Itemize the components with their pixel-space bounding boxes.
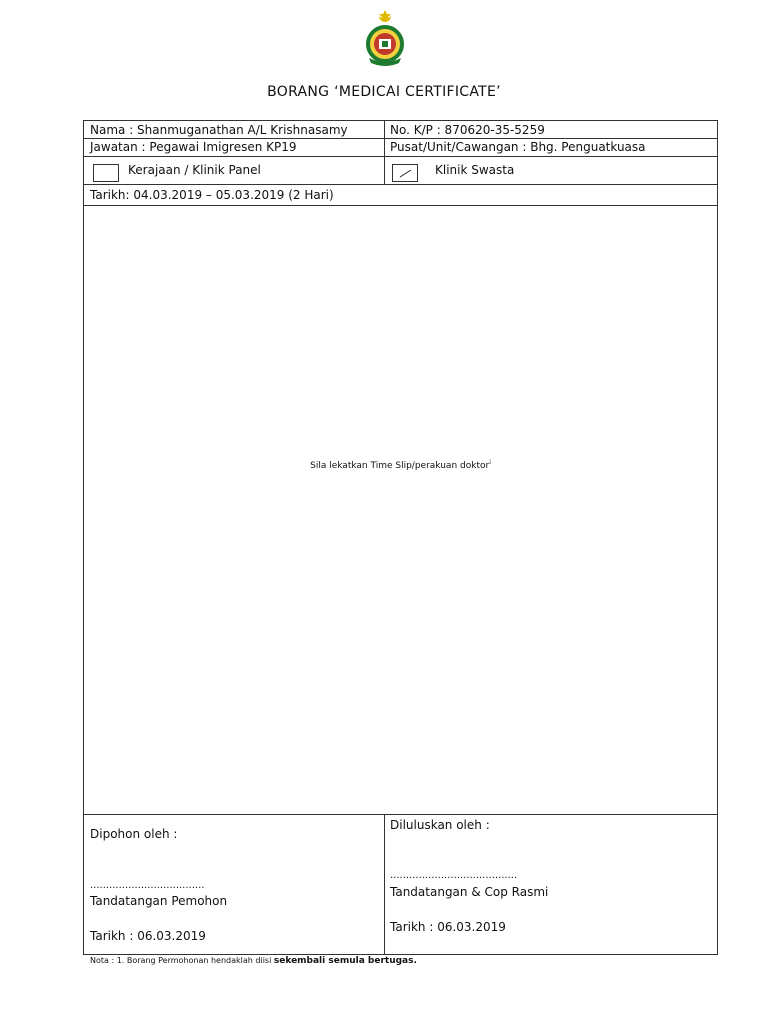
footnote [90, 956, 417, 966]
government-clinic-label: Kerajaan / Klinik Panel [128, 163, 261, 177]
page-title: BORANG ‘MEDICAI CERTIFICATE’ [267, 84, 501, 100]
tarikh-field: Tarikh: 04.03.2019 – 05.03.2019 (2 Hari) [90, 188, 334, 202]
footnote-bold-text: sekembali semula bertugas. [273, 956, 417, 966]
immigration-crest-icon [359, 8, 411, 68]
medical-certificate-form [83, 120, 718, 955]
footnote-text: Nota : 1. Borang Permohonan hendaklah diisi [90, 956, 274, 965]
nama-field: Nama : Shanmuganathan A/L Krishnasamy [90, 123, 348, 137]
applicant-signature-line: .................................... [90, 880, 205, 891]
attachment-area [84, 459, 717, 471]
approver-date: Tarikh : 06.03.2019 [390, 920, 506, 934]
pusat-field: Pusat/Unit/Cawangan : Bhg. Penguatkuasa [390, 140, 646, 154]
jawatan-field: Jawatan : Pegawai Imigresen KP19 [90, 140, 297, 154]
approver-signature-label: Tandatangan & Cop Rasmi [390, 885, 549, 899]
applicant-label: Dipohon oleh : [90, 827, 178, 841]
checkmark-icon [393, 165, 417, 181]
note-marker: i [489, 459, 491, 466]
attachment-instruction: Sila lekatkan Time Slip/perakuan doktor [310, 461, 490, 471]
approver-label: Diluluskan oleh : [390, 818, 490, 832]
private-clinic-label: Klinik Swasta [435, 163, 515, 177]
private-clinic-checkbox[interactable] [392, 164, 418, 182]
kp-field: No. K/P : 870620-35-5259 [390, 123, 545, 137]
applicant-date: Tarikh : 06.03.2019 [90, 929, 206, 943]
government-clinic-checkbox[interactable] [93, 164, 119, 182]
applicant-signature-label: Tandatangan Pemohon [90, 894, 228, 908]
approver-signature-line: ........................................ [390, 870, 518, 881]
